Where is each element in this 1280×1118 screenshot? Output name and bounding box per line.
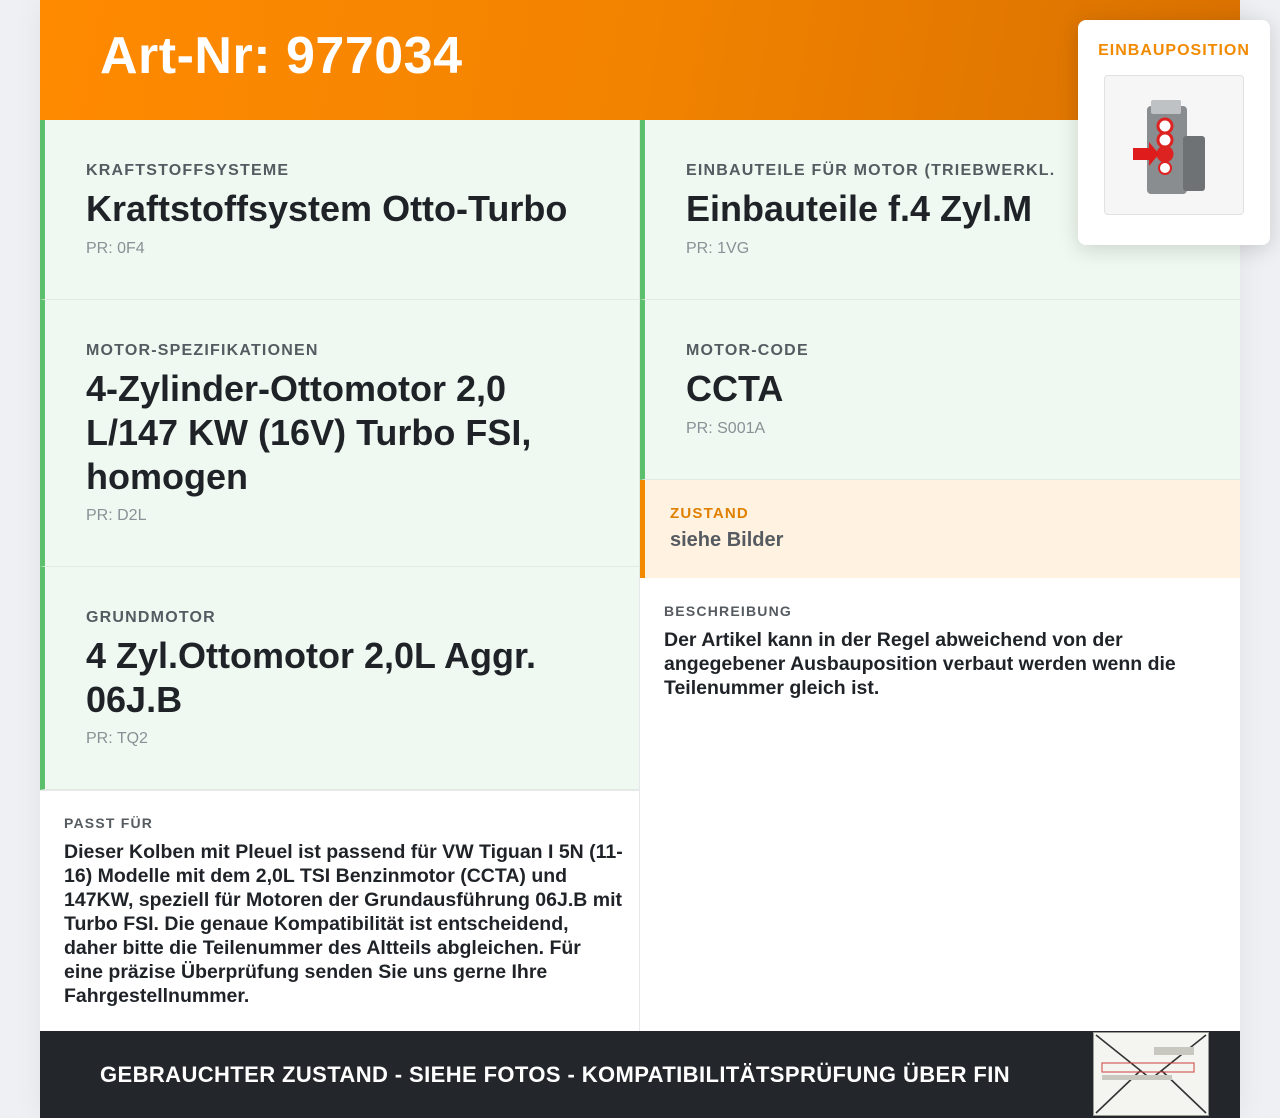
beschreibung-label: BESCHREIBUNG <box>664 603 792 619</box>
engine-position-image[interactable] <box>1104 75 1244 215</box>
passt-fuer-label: PASST FÜR <box>64 815 154 831</box>
envelope-icon <box>1094 1033 1208 1115</box>
spec-motor-code <box>640 300 1240 480</box>
article-number-title: Art-Nr: 977034 <box>100 27 463 85</box>
engine-icon <box>1105 76 1243 214</box>
spec-label: MOTOR-CODE <box>686 342 809 359</box>
spec-pr-code: PR: S001A <box>686 420 766 437</box>
zustand-value: siehe Bilder <box>670 529 784 551</box>
spec-pr-code: PR: TQ2 <box>86 730 148 747</box>
envelope-image <box>1093 1032 1209 1116</box>
spec-value: 4-Zylinder-Ottomotor 2,0 L/147 KW (16V) Turbo FSI, homogen <box>86 368 532 497</box>
einbauposition-popup[interactable] <box>1078 20 1270 245</box>
einbauposition-label: EINBAUPOSITION <box>1098 42 1250 59</box>
column-divider <box>639 578 640 1031</box>
spec-kraftstoffsysteme <box>40 120 640 300</box>
section-divider <box>40 790 640 791</box>
spec-motor-spezifikationen <box>40 300 640 567</box>
passt-fuer-text: Dieser Kolben mit Pleuel ist passend für VW Tiguan I 5N (11-16) Modelle mit dem 2,0L TSI Benzinmotor (CCTA) und 147KW, speziell für Motoren der Grundausführung 06J.B mit Turbo FSI. Die genaue Kompatibilität ist entscheidend, daher bitte die Teilenummer des Altteils abgleichen. Für eine präzise Überprüfung senden Sie uns gerne Ihre Fahrgestellnummer. <box>64 841 623 1007</box>
spec-label: KRAFTSTOFFSYSTEME <box>86 162 290 179</box>
spec-pr-code: PR: 1VG <box>686 240 750 257</box>
product-sheet <box>40 0 1250 1118</box>
spec-label: MOTOR-SPEZIFIKATIONEN <box>86 342 319 359</box>
zustand-label: ZUSTAND <box>670 505 749 522</box>
spec-pr-code: PR: D2L <box>86 507 147 524</box>
spec-label: EINBAUTEILE FÜR MOTOR (TRIEBWERKL. <box>686 162 1056 179</box>
spec-value: Einbauteile f.4 Zyl.M <box>686 188 1033 229</box>
spec-pr-code: PR: 0F4 <box>86 240 145 257</box>
footer-text: GEBRAUCHTER ZUSTAND - SIEHE FOTOS - KOMPATIBILITÄTSPRÜFUNG ÜBER FIN <box>100 1062 1011 1087</box>
spec-label: GRUNDMOTOR <box>86 609 216 626</box>
zustand-box <box>640 480 1240 578</box>
passt-fuer-section <box>64 815 624 1008</box>
spec-grundmotor <box>40 567 640 790</box>
header-bar <box>40 0 1240 120</box>
spec-value: CCTA <box>686 368 784 409</box>
spec-value: Kraftstoffsystem Otto-Turbo <box>86 188 568 229</box>
beschreibung-text: Der Artikel kann in der Regel abweichend von der angegebener Ausbauposition verbaut werden wenn die Teilenummer gleich ist. <box>664 629 1176 699</box>
beschreibung-section <box>664 603 1224 700</box>
footer-bar <box>40 1031 1240 1118</box>
spec-value: 4 Zyl.Ottomotor 2,0L Aggr. 06J.B <box>86 635 537 720</box>
